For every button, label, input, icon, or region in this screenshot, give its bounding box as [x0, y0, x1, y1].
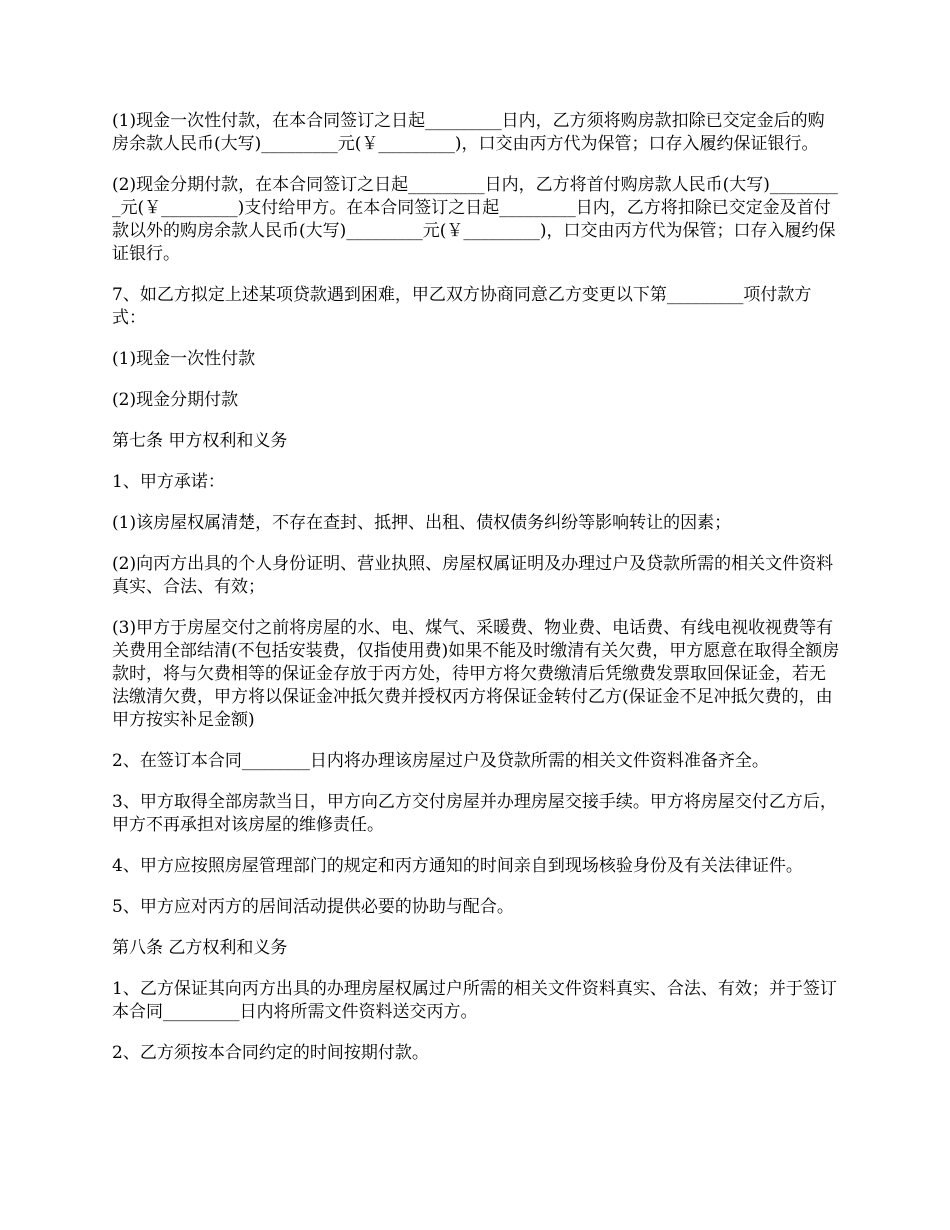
clause-cash-installment: (2)现金分期付款，在本合同签订之日起_________日内，乙方将首付购房款人民币(大写)_________元(￥_________)支付给甲方。在本合同签订之日起_________日内，乙方将扣除已交定金及首付款以外的购房余款人民币(大写)_________元(￥_________)，口交由丙方代为保管；口存入履约保证银行。: [112, 175, 838, 264]
option-cash-lump-sum: (1)现金一次性付款: [112, 349, 256, 369]
article-8-heading: 第八条 乙方权利和义务: [112, 938, 288, 958]
article-7-heading: 第七条 甲方权利和义务: [112, 431, 288, 451]
clause-7-payment-change: 7、如乙方拟定上述某项贷款遇到困难，甲乙双方协商同意乙方变更以下第_________项付款方式：: [112, 285, 812, 328]
party-a-duty-5: 5、甲方应对丙方的居间活动提供必要的协助与配合。: [112, 897, 514, 917]
promise-ownership-clear: (1)该房屋权属清楚，不存在查封、抵押、出租、债权债务纠纷等影响转让的因素；: [112, 513, 732, 533]
promise-fees-settled: (3)甲方于房屋交付之前将房屋的水、电、煤气、采暖费、物业费、电话费、有线电视收视费等有关费用全部结清(不包括安装费，仅指使用费)如果不能及时缴清有关欠费，甲方愿意在取得全额房款时，将与欠费相等的保证金存放于丙方处，待甲方将欠费缴清后凭缴费发票取回保证金，若无法缴清欠费，甲方将以保证金冲抵欠费并授权丙方将保证金转付乙方(保证金不足冲抵欠费的，由甲方按实补足金额): [112, 618, 840, 730]
party-b-duty-1: 1、乙方保证其向丙方出具的办理房屋权属过户所需的相关文件资料真实、合法、有效；并于签订本合同_________日内将所需文件资料送交丙方。: [112, 979, 837, 1022]
party-a-duty-4: 4、甲方应按照房屋管理部门的规定和丙方通知的时间亲自到现场核验身份及有关法律证件。: [112, 856, 803, 876]
party-a-duty-3: 3、甲方取得全部房款当日，甲方向乙方交付房屋并办理房屋交接手续。甲方将房屋交付乙方后，甲方不再承担对该房屋的维修责任。: [112, 792, 837, 835]
clause-cash-lump-sum: (1)现金一次性付款，在本合同签订之日起_________日内，乙方须将购房款扣除已交定金后的购房余款人民币(大写)_________元(￥_________)，口交由丙方代为保管；口存入履约保证银行。: [112, 111, 825, 154]
party-b-duty-2: 2、乙方须按本合同约定的时间按期付款。: [112, 1043, 429, 1063]
party-a-promise: 1、甲方承诺：: [112, 472, 225, 492]
option-cash-installment: (2)现金分期付款: [112, 390, 239, 410]
document-body: [112, 110, 840, 1083]
party-a-duty-2: 2、在签订本合同________日内将办理该房屋过户及贷款所需的相关文件资料准备齐全。: [112, 751, 769, 771]
promise-documents-valid: (2)向丙方出具的个人身份证明、营业执照、房屋权属证明及办理过户及贷款所需的相关文件资料真实、合法、有效；: [112, 554, 834, 597]
